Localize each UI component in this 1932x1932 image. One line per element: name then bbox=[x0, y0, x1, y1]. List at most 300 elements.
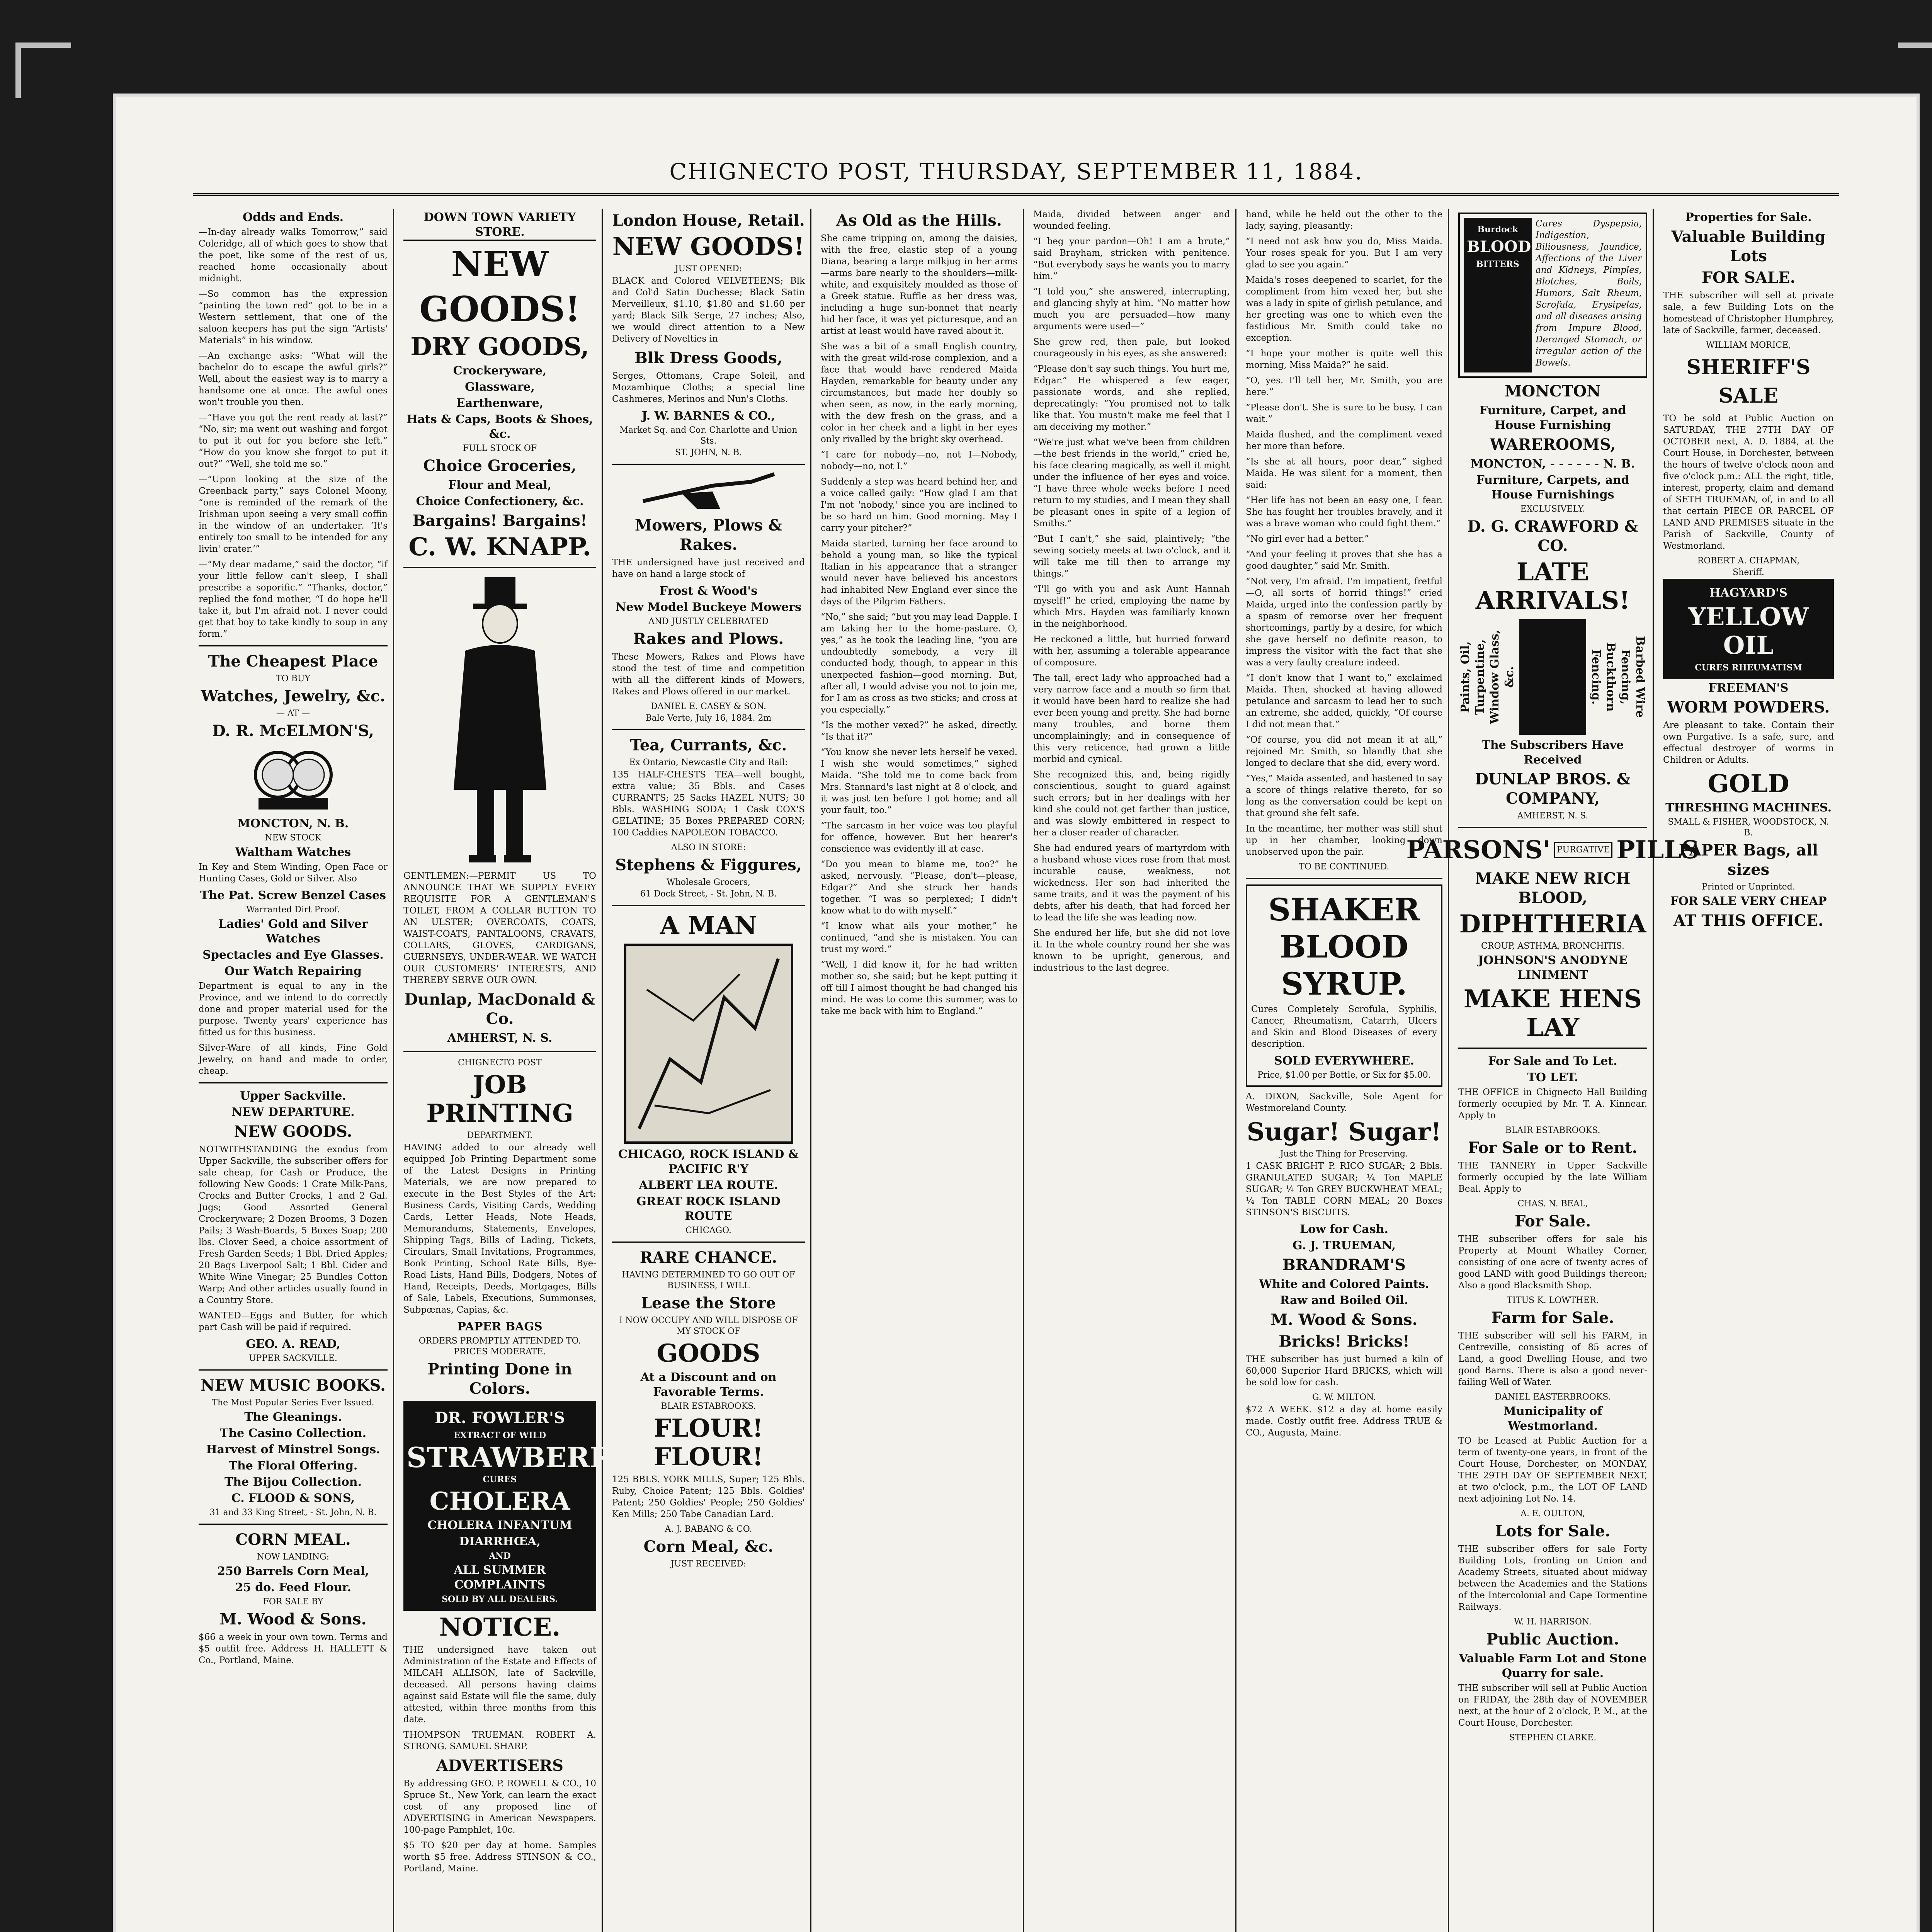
story-paragraph: Maida started, turning her face around to behold a young man, so like the typical Italian in his appearance that a stranger would never have believed his ancestors had inhabited New England ever since the days of the Pilgrim Fathers. bbox=[821, 539, 1017, 607]
casey: DANIEL E. CASEY & SON. bbox=[650, 702, 767, 711]
lots-text: THE subscriber will sell at private sale, a few Building Lots on the homestead of Christopher Humphrey, late of Sackville, farmer, deceased. bbox=[1663, 291, 1834, 335]
true-ad: $72 A WEEK. $12 a day at home easily made. Costly outfit free. Address TRUE & CO., Augusta, Maine. bbox=[1246, 1405, 1442, 1438]
odds-item: —“Upon looking at the size of the Greenback party,” says Colonel Moony, “one is reminded of the remark of the Irishman upon seeing a very small coffin in the window of an undertaker. ‘It's entirely too small to be intended for any livin' crater.’” bbox=[199, 474, 388, 554]
diphtheria: DIPHTHERIA bbox=[1459, 910, 1646, 939]
watch-ad-title: The Cheapest Place bbox=[208, 652, 378, 670]
music-book: The Bijou Collection. bbox=[224, 1475, 362, 1489]
farm-text: THE subscriber will sell his FARM, in Centreville, consisting of 85 acres of Land, a good Dwelling House, and two good Barns. There is also a good never-failing Well of Water. bbox=[1458, 1331, 1647, 1387]
story-paragraph: “Her life has not been an easy one, I fear. She has fought her troubles bravely, and it was a brave woman who could fight them.” bbox=[1246, 495, 1442, 529]
in-store: ALSO IN STORE: bbox=[671, 843, 746, 852]
printing-colors: Printing Done in Colors. bbox=[427, 1360, 572, 1398]
fowler-ad bbox=[403, 1401, 632, 1611]
story-paragraph: “Do you mean to blame me, too?” he asked, nervously. “Please, don't—please, Edgar?” And she struck her hands together. “I was so perplexed; I didn't know what to do with myself.” bbox=[821, 859, 1017, 916]
shaker-title-3: SYRUP. bbox=[1281, 966, 1407, 1002]
to-let-text: THE OFFICE in Chignecto Hall Building formerly occupied by Mr. T. A. Kinnear. Apply to bbox=[1458, 1087, 1647, 1121]
chapman: ROBERT A. CHAPMAN, bbox=[1697, 556, 1800, 566]
watch-ad-text: In Key and Stem Winding, Open Face or Hunting Cases, Gold or Silver. Also bbox=[199, 862, 388, 884]
for-sale: For Sale. bbox=[1514, 1212, 1591, 1230]
fowler-strawberry: STRAWBERRY bbox=[406, 1441, 632, 1474]
burdock-bitters: BITTERS bbox=[1476, 259, 1519, 269]
dunlap-name: Dunlap, MacDonald & Co. bbox=[404, 990, 595, 1028]
watch-ad-silver: Silver-Ware of all kinds, Fine Gold Jewelry, on hand and made to order, cheap. bbox=[199, 1043, 388, 1076]
music-book: The Gleanings. bbox=[244, 1410, 342, 1424]
advertisers-text: By addressing GEO. P. ROWELL & CO., 10 Spruce St., New York, can learn the exact cost of any proposed line of ADVERTISING in American Newspapers. 100-page Pamphlet, 10c. bbox=[403, 1779, 596, 1835]
wood-sons: M. Wood & Sons. bbox=[1270, 1311, 1418, 1329]
story-paragraph: She grew red, then pale, but looked courageously in his eyes, as she answered: bbox=[1033, 337, 1230, 359]
flour-meal: Flour and Meal, bbox=[448, 478, 551, 492]
cheap: FOR SALE VERY CHEAP bbox=[1670, 895, 1827, 908]
story-paragraph: Suddenly a step was heard behind her, and a voice called gaily: “How glad I am that I'm not 'nobody,' since you are inclined to be so hard on him. Good morning. May I carry your pitcher?” bbox=[821, 477, 1017, 533]
story-paragraph: “Well, I did know it, for he had written mother so, she said; but he kept putting it off till I almost thought he had changed his mind. He was to come this summer, was to take me back with him to England.” bbox=[821, 960, 1017, 1016]
cornmeal-for: FOR SALE BY bbox=[263, 1597, 323, 1607]
shaker-title-2: BLOOD bbox=[1280, 929, 1408, 965]
sheriff: Sheriff. bbox=[1733, 568, 1764, 577]
worm-text: Are pleasant to take. Contain their own Purgative. Is a safe, sure, and effectual destroyer of worms in Children or Adults. bbox=[1663, 720, 1834, 765]
variety-store: DOWN TOWN VARIETY STORE. bbox=[403, 210, 596, 241]
bricks: Bricks! Bricks! bbox=[1279, 1332, 1410, 1350]
stephens: Stephens & Figgures, bbox=[615, 856, 802, 874]
divider bbox=[199, 1369, 388, 1371]
gents-ad: GENTLEMEN:—PERMIT US TO ANNOUNCE THAT WE SUPPLY EVERY REQUISITE FOR A GENTLEMAN'S TOILET, FROM A COLLAR BUTTON TO AN ULSTER; OVERCOATS, COATS, WAIST-COATS, PANTALOONS, CRAVATS, COLLARS, GLOVES, CARDIGANS, GUERNSEYS, UNDER-WEAR. WE WATCH OUR CUSTOMERS' INTERESTS, AND THEREBY SERVE OUR OWN. bbox=[403, 871, 596, 985]
watch-ad-repair-text: Department is equal to any in the Province, and we intend to do correctly done and proper material used for the purpose. Twenty years' experience has fitted us for this business. bbox=[199, 981, 388, 1037]
blair: BLAIR ESTABROOKS. bbox=[661, 1401, 756, 1411]
just-opened: JUST OPENED: bbox=[675, 264, 742, 274]
croup: CROUP, ASTHMA, BRONCHITIS. bbox=[1481, 941, 1624, 951]
newspaper-sheet bbox=[116, 97, 1917, 1932]
story-paragraph: “O, yes. I'll tell her, Mr. Smith, you are here.” bbox=[1246, 376, 1442, 397]
for-sale-heading: For Sale and To Let. bbox=[1488, 1054, 1617, 1068]
properties: Properties for Sale. bbox=[1685, 211, 1812, 224]
fowler-infantum: CHOLERA INFANTUM bbox=[427, 1519, 572, 1532]
divider bbox=[612, 464, 805, 465]
shaker-title-1: SHAKER bbox=[1268, 891, 1420, 928]
story-paragraph: In the meantime, her mother was still shut up in her chamber, looking down unobserved upon the pair. bbox=[1246, 824, 1442, 857]
fowler-name: DR. FOWLER'S bbox=[435, 1409, 565, 1427]
mowers: Mowers, Plows & Rakes. bbox=[634, 516, 782, 554]
burdock-ad bbox=[1458, 213, 1647, 378]
divider bbox=[1458, 1048, 1647, 1049]
divider bbox=[199, 645, 388, 646]
brandram: BRANDRAM'S bbox=[1282, 1256, 1406, 1274]
goods: GOODS bbox=[656, 1339, 760, 1368]
frost: Frost & Wood's bbox=[659, 584, 758, 598]
lowther: TITUS K. LOWTHER. bbox=[1507, 1296, 1599, 1305]
divider bbox=[612, 729, 805, 730]
shaker-ad bbox=[1246, 884, 1442, 1087]
bargains: Bargains! Bargains! bbox=[412, 512, 587, 530]
column-5 bbox=[1028, 209, 1236, 1932]
furniture: Furniture, Carpet, and House Furnishing bbox=[1479, 404, 1626, 432]
burdock-name: Burdock bbox=[1477, 224, 1518, 235]
albert-lea: ALBERT LEA ROUTE. bbox=[639, 1179, 778, 1192]
stjohn: ST. JOHN, N. B. bbox=[675, 448, 742, 457]
new-banner: NEW bbox=[451, 244, 549, 285]
tea-title: Tea, Currants, &c. bbox=[630, 736, 787, 754]
auction-text: THE subscriber will sell at Public Auction on FRIDAY, the 28th day of NOVEMBER next, at the hour of 2 o'clock, P. M., at the Court House, Dorchester. bbox=[1458, 1683, 1647, 1728]
pills: PILLS bbox=[1616, 835, 1699, 864]
story-paragraph: Maida, divided between anger and wounded feeling. bbox=[1033, 209, 1230, 231]
divider bbox=[1458, 827, 1647, 828]
new-blood: MAKE NEW RICH BLOOD, bbox=[1475, 869, 1631, 907]
story-paragraph: “The sarcasm in her voice was too playful for offence, however. But her hearer's conscience was evidently ill at ease. bbox=[821, 821, 1017, 854]
freeman: FREEMAN'S bbox=[1708, 681, 1789, 695]
a-man: A MAN bbox=[660, 911, 757, 940]
story-paragraph: hand, while he held out the other to the lady, saying, pleasantly: bbox=[1246, 209, 1442, 231]
read-ad-name: GEO. A. READ, bbox=[246, 1337, 340, 1351]
hagyard-ad bbox=[1663, 579, 1834, 679]
fowler-extract: EXTRACT OF WILD bbox=[453, 1430, 546, 1440]
railway-map-icon bbox=[624, 943, 794, 1144]
harrison: W. H. HARRISON. bbox=[1514, 1617, 1592, 1627]
music-book: The Casino Collection. bbox=[219, 1427, 367, 1440]
lease: Lease the Store bbox=[641, 1294, 776, 1312]
johnson: JOHNSON'S ANODYNE LINIMENT bbox=[1478, 954, 1628, 982]
odds-item: —In-day already walks Tomorrow,” said Coleridge, all of which goes to show that the poet, like some of the rest of us, reached home occasionally about midnight. bbox=[199, 227, 388, 284]
crawford: D. G. CRAWFORD & CO. bbox=[1467, 517, 1638, 555]
odds-item: —So common has the expression “painting the town red” got to be in a Western settlement, that one of the saloon keepers has put the sign “Artists' Materials” in his window. bbox=[199, 289, 388, 345]
furniture-2: Furniture, Carpets, and House Furnishings bbox=[1476, 473, 1629, 502]
tea-text: 135 HALF-CHESTS TEA—well bought, extra value; 35 Bbls. and Cases CURRANTS; 25 Sacks HAZEL NUTS; 30 Bbls. WASHING SODA; 1 Cask COX'S GELATINE; 35 Boxes PREPARED CORN; 100 Caddies NAPOLEON TOBACCO. bbox=[612, 770, 805, 838]
newspaper-page bbox=[193, 158, 1839, 1932]
oil: Raw and Boiled Oil. bbox=[1280, 1294, 1408, 1307]
story-paragraph: “I'll go with you and ask Aunt Hannah myself!” he cried, employing the name by which Mrs. Hayden was familiarly known in the neighborhood. bbox=[1033, 584, 1230, 629]
divider bbox=[612, 905, 805, 906]
read-ad-text: NOTWITHSTANDING the exodus from Upper Sackville, the subscriber offers for sale cheap, for Cash or Produce, the following New Goods: 1 Crate Milk-Pans, Crocks and Butter Crocks, 1 and 2 Gal. Jugs; Good Assorted General Crockeryware; 2 Dozen Brooms, 3 Dozen Pails; 3 Wash-Boards, 5 Boxes Soap; 200 lbs. Clover Seed, a choice assortment of Fresh Garden Seeds; 1 Bbl. Dried Apples; 20 Bags Liverpool Salt; 1 Bbl. Cider and White Wine Vinegar; 25 Bundles Cotton Warp; And other articles usually found in a Country Store. bbox=[199, 1145, 388, 1305]
columns bbox=[193, 209, 1839, 1932]
moncton: MONCTON bbox=[1505, 382, 1601, 400]
flour-text: 125 BBLS. YORK MILLS, Super; 125 Bbls. Ruby, Choice Patent; 125 Bbls. Goldies' Patent; 250 Goldies' People; 250 Goldies' Ken Mills; 250 Tabe Canadian Lard. bbox=[612, 1475, 805, 1519]
hagyard-name: HAGYARD'S bbox=[1709, 586, 1787, 600]
fowler-diarrhoea: DIARRHŒA, bbox=[459, 1535, 541, 1548]
read-ad-wanted: WANTED—Eggs and Butter, for which part Cash will be paid if required. bbox=[199, 1311, 388, 1332]
story-paragraph: “I beg your pardon—Oh! I am a brute,” said Brayham, stricken with penitence. “But everybody says he wants you to marry him.” bbox=[1033, 236, 1230, 281]
gentleman-illustration-icon bbox=[430, 573, 570, 867]
dunlap-place: AMHERST, N. S. bbox=[1517, 811, 1588, 821]
divider bbox=[403, 567, 596, 568]
late-arrivals-block bbox=[1458, 617, 1647, 736]
story-paragraph: “But I can't,” she said, plaintively; “the sewing society meets at two o'clock, and it will take me till then to arrange my things.” bbox=[1033, 534, 1230, 579]
odds-heading: Odds and Ends. bbox=[242, 211, 344, 224]
mowers-text: THE undersigned have just received and have on hand a large stock of bbox=[612, 558, 805, 579]
clarke: STEPHEN CLARKE. bbox=[1509, 1733, 1597, 1743]
cornmeal: Corn Meal, &c. bbox=[643, 1537, 774, 1556]
story-title: As Old as the Hills. bbox=[836, 211, 1002, 230]
subscribers-received: The Subscribers Have Received bbox=[1481, 738, 1624, 767]
confectionery: Choice Confectionery, &c. bbox=[416, 495, 584, 508]
cornmeal-name: M. Wood & Sons. bbox=[219, 1610, 367, 1628]
story-paragraph: “I hope your mother is quite well this morning, Miss Maida?” he said. bbox=[1246, 349, 1442, 370]
new-goods: NEW GOODS! bbox=[612, 232, 805, 261]
to-be-continued: TO BE CONTINUED. bbox=[1299, 862, 1389, 872]
exclusively: EXCLUSIVELY. bbox=[1520, 504, 1585, 514]
story-paragraph: “Please don't. She is sure to be busy. I can wait.” bbox=[1246, 403, 1442, 424]
divider bbox=[199, 1524, 388, 1525]
odds-item: —“Have you got the rent ready at last?” “No, sir; ma went out washing and forgot to put it out for you before she left.” “How do you know she forgot to put it out?” “Well, she told me so.” bbox=[199, 413, 388, 469]
municipality: Municipality of Westmorland. bbox=[1503, 1405, 1602, 1433]
divider bbox=[1246, 878, 1442, 879]
column-6 bbox=[1240, 209, 1449, 1932]
lots-text: THE subscriber offers for sale Forty Building Lots, fronting on Union and Academy Streets, situated about midway between the Academies and the Stations of the Intercolonial and Cape Tormentine Railways. bbox=[1458, 1544, 1647, 1612]
music-book: Harvest of Minstrel Songs. bbox=[206, 1443, 380, 1456]
watch-ad-waltham: Waltham Watches bbox=[235, 845, 351, 859]
story-paragraph: She had endured years of martyrdom with a husband whose vices rose from that most incurable cause, weakness, not wickedness. Her son had inherited the same traits, and it was the payment of his debts, after his death, that had forced her to lead the life she was leading now. bbox=[1033, 843, 1230, 923]
knapp: C. W. KNAPP. bbox=[408, 532, 591, 561]
buckeye: New Model Buckeye Mowers bbox=[616, 600, 801, 614]
rare-chance: RARE CHANCE. bbox=[639, 1248, 777, 1267]
dixon: A. DIXON, Sackville, Sole Agent for Westmoreland County. bbox=[1246, 1092, 1442, 1113]
dunlap-place: AMHERST, N. S. bbox=[447, 1031, 553, 1045]
watch-ad-town: MONCTON, N. B. bbox=[237, 817, 349, 830]
column-7 bbox=[1406, 209, 1699, 1932]
groceries: Choice Groceries, bbox=[423, 457, 577, 475]
building-lots: Valuable Building Lots bbox=[1671, 228, 1826, 265]
plow-illustration-icon bbox=[635, 470, 782, 513]
post-name: CHIGNECTO POST bbox=[458, 1058, 542, 1068]
music-book: The Floral Offering. bbox=[228, 1459, 358, 1473]
job-text: HAVING added to our already well equipped Job Printing Department some of the Latest Designs in Printing Materials, we are now prepared to execute in the Best Styles of the Art: Business Cards, Visiting Cards, Wedding Cards, Letter Heads, Note Heads, Memorandums, Statements, Envelopes, Shipping Tags, Bills of Lading, Tickets, Circulars, Small Invitations, Programmes, Book Printing, School Rate Bills, Bye-Road Lists, Hand Bills, Dodgers, Notes of Hand, Receipts, Deeds, Mortgages, Bills of Sale, Labels, Executions, Summonses, Subpœnas, Capias, &c. bbox=[403, 1143, 596, 1315]
sugar: Sugar! Sugar! bbox=[1247, 1117, 1442, 1146]
watch-ad-ladies: Ladies' Gold and Silver Watches bbox=[218, 917, 368, 946]
easterbrooks: DANIEL EASTERBROOKS. bbox=[1495, 1392, 1611, 1402]
story-paragraph: The tall, erect lady who approached had a very narrow face and a mouth so firm that it would have been hard to realize she had ever been young and pretty. She had borne many troubles, and borne them uncomplainingly; and in consequence of this very reticence, had grown a little morbid and cynical. bbox=[1033, 673, 1230, 764]
divider bbox=[199, 1082, 388, 1083]
fowler-dealers: SOLD BY ALL DEALERS. bbox=[442, 1594, 558, 1604]
cornmeal-line: 250 Barrels Corn Meal, bbox=[217, 1565, 369, 1578]
sugar-text: 1 CASK BRIGHT P. RICO SUGAR; 2 Bbls. GRANULATED SUGAR; ¼ Ton MAPLE SUGAR; ¼ Ton GREY BUCKWHEAT MEAL; ¼ Ton TABLE CORN MEAL; 20 Boxes STINSON'S BISCUITS. bbox=[1246, 1161, 1442, 1218]
column-4 bbox=[815, 209, 1024, 1932]
watch-ad-at: — AT — bbox=[276, 709, 310, 718]
threshing: THRESHING MACHINES. bbox=[1665, 801, 1832, 815]
column-1 bbox=[193, 209, 394, 1932]
trueman: G. J. TRUEMAN, bbox=[1293, 1239, 1396, 1252]
for-sale: FOR SALE. bbox=[1701, 269, 1796, 287]
dock-st: 61 Dock Street, - St. John, N. B. bbox=[640, 889, 777, 899]
babang: A. J. BABANG & CO. bbox=[665, 1524, 752, 1534]
celebrated: AND JUSTLY CELEBRATED bbox=[648, 617, 769, 626]
divider bbox=[403, 1051, 596, 1052]
wholesale: Wholesale Grocers, bbox=[666, 878, 750, 887]
dress-goods: Blk Dress Goods, bbox=[634, 349, 782, 367]
paper-bags: PAPER BAGS bbox=[457, 1320, 543, 1333]
hallett-ad: $66 a week in your own town. Terms and $5 outfit free. Address H. HALLETT & Co., Portland, Maine. bbox=[199, 1632, 388, 1665]
odds-item: —An exchange asks: “What will the bachelor do to escape the awful girls?” Well, about the easiest way is to marry a handsome one at once. The awful ones won't trouble you then. bbox=[199, 351, 388, 407]
bricks-text: THE subscriber has just burned a kiln of 60,000 Superior Hard BRICKS, which will be sold low for cash. bbox=[1246, 1354, 1442, 1388]
story-paragraph: “Of course, you did not mean it at all,” rejoined Mr. Smith, so blandly that she longed to declare that she did, every word. bbox=[1246, 735, 1442, 768]
rakes-plows: Rakes and Plows. bbox=[633, 630, 784, 648]
municipality-text: TO be Leased at Public Auction for a term of twenty-one years, in front of the Court House, Dorchester, on MONDAY, THE 29TH DAY OF SEPTEMBER NEXT, at two o'clock, p.m., the LOT OF LAND next adjoining Lot No. 14. bbox=[1458, 1436, 1647, 1504]
tannery: THE TANNERY in Upper Sackville formerly occupied by the late William Beal. Apply to bbox=[1458, 1161, 1647, 1194]
story-paragraph: She recognized this, and, being rigidly conscientious, sought to guard against such errors; but in her dealings with her kind she could not get farther than justice, and was slowly embittered in respect to her a closer reader of character. bbox=[1033, 770, 1230, 838]
column-8 bbox=[1658, 209, 1839, 1932]
small-fisher: SMALL & FISHER, WOODSTOCK, N. B. bbox=[1668, 817, 1829, 838]
fowler-and: AND bbox=[489, 1551, 511, 1561]
divider bbox=[612, 1242, 805, 1243]
notice-title: NOTICE. bbox=[439, 1613, 561, 1642]
story-paragraph: “Is the mother vexed?” he asked, directly. “Is that it?” bbox=[821, 720, 1017, 742]
lots: Lots for Sale. bbox=[1495, 1522, 1611, 1540]
fowler-cures: CURES bbox=[483, 1475, 517, 1485]
job-printing: JOB PRINTING bbox=[426, 1070, 573, 1128]
story-paragraph: “Please don't say such things. You hurt me, Edgar.” He whispered a few eager, passionate words, and she replied, deprecatingly: “You promised not to talk like that. You mustn't make me feel that I am deceiving my mother.” bbox=[1033, 364, 1230, 432]
story-paragraph: “Not very, I'm afraid. I'm impatient, fretful—O, all sorts of horrid things!” cried Maida, urged into the confession partly by a spasm of remorse over her frequent shortcomings, partly by a desire, for which she gave herself no definite reason, to impress the visitor with the fact that she was a very faulty creature indeed. bbox=[1246, 577, 1442, 668]
cures-rheumatism: CURES RHEUMATISM bbox=[1695, 663, 1802, 673]
lease-text: I NOW OCCUPY AND WILL DISPOSE OF MY STOCK OF bbox=[619, 1316, 798, 1336]
moncton-place: MONCTON, - - - - - - N. B. bbox=[1470, 457, 1635, 471]
cornmeal-line: 25 do. Feed Flour. bbox=[235, 1581, 351, 1594]
worm-powders: WORM POWDERS. bbox=[1667, 698, 1830, 716]
shaker-sold: SOLD EVERYWHERE. bbox=[1274, 1054, 1414, 1068]
burdock-text: Cures Dyspepsia, Indigestion, Biliousness, Jaundice, Affections of the Liver and Kidneys, Pimples, Blotches, Boils, Humors, Salt Rheum, Scrofula, Erysipelas, and all diseases arising from Impure Blood, Deranged Stomach, or irregular action of the Bowels. bbox=[1536, 219, 1642, 368]
watch-ad-to-buy: TO BUY bbox=[276, 674, 310, 684]
stinson-ad: $5 TO $20 per day at home. Samples worth $5 free. Address STINSON & CO., Portland, Maine. bbox=[403, 1840, 596, 1874]
milton: G. W. MILTON. bbox=[1312, 1393, 1376, 1402]
watch-ad-repair: Our Watch Repairing bbox=[224, 964, 362, 978]
music-ad-name: C. FLOOD & SONS, bbox=[231, 1492, 355, 1505]
story-paragraph: “I told you,” she answered, interrupting, and glancing shyly at him. “No matter how much you are persuaded—how many arguments were used—” bbox=[1033, 287, 1230, 332]
favorable: At a Discount and on Favorable Terms. bbox=[640, 1371, 777, 1399]
london-house: London House, Retail. bbox=[612, 211, 805, 230]
great-route: GREAT ROCK ISLAND ROUTE bbox=[636, 1195, 781, 1223]
column-3 bbox=[607, 209, 811, 1932]
farm: Farm for Sale. bbox=[1491, 1309, 1614, 1327]
music-ad-sub: The Most Popular Series Ever Issued. bbox=[212, 1398, 374, 1408]
yellow-oil: YELLOW OIL bbox=[1688, 602, 1809, 660]
rare-text: HAVING DETERMINED TO GO OUT OF BUSINESS, I WILL bbox=[622, 1270, 795, 1291]
for-sale-text: THE subscriber offers for sale his Property at Mount Whatley Corner, consisting of one acre of twenty acres of good LAND with good Buildings thereon; Also a good Blacksmith Shop. bbox=[1458, 1234, 1647, 1291]
notice-sign: THOMPSON TRUEMAN. ROBERT A. STRONG. SAMUEL SHARP. bbox=[403, 1730, 596, 1752]
fowler-summer: ALL SUMMER COMPLAINTS bbox=[454, 1563, 546, 1592]
crockery: Crockeryware, bbox=[453, 364, 547, 378]
advertisers: ADVERTISERS bbox=[436, 1757, 564, 1775]
dunlap-bros: DUNLAP BROS. & COMPANY, bbox=[1475, 770, 1631, 808]
story-paragraph: “I need not ask how you do, Miss Maida. Your roses speak for you. But I am very glad to see you again.” bbox=[1246, 236, 1442, 270]
gold: GOLD bbox=[1708, 769, 1789, 798]
watch-ad-stock: NEW STOCK bbox=[265, 833, 321, 843]
morice: WILLIAM MORICE, bbox=[1706, 340, 1791, 350]
column-2 bbox=[398, 209, 632, 1932]
story-paragraph: “Is she at all hours, poor dear,” sighed Maida. He was silent for a moment, then said: bbox=[1246, 457, 1442, 490]
story-paragraph: She came tripping on, among the daisies, with the free, elastic step of a young Diana, bearing a large milkjug in her arms—arms bare nearly to the shoulders—milk-white, and exquisitely moulded as those of a Greek statue. Ruffle as her dress was, including a huge sun-bonnet that nearly hid her face, it was yet picturesque, and an artist at least would have raved about it. bbox=[821, 233, 1017, 336]
story-paragraph: She endured her life, but she did not love it. In the whole country round her she was known to be upright, generous, and industrious to the last degree. bbox=[1033, 928, 1230, 973]
story-paragraph: “I don't know that I want to,” exclaimed Maida. Then, shocked at having allowed petulance and sarcasm to lead her to such an extreme, she added, quickly, “Of course I did not mean that.” bbox=[1246, 673, 1442, 730]
glassware: Glassware, bbox=[465, 380, 535, 394]
watch-illustration-icon bbox=[235, 744, 351, 813]
read-ad-town: Upper Sackville. bbox=[240, 1089, 346, 1103]
purgative: PURGATIVE bbox=[1554, 842, 1612, 858]
late-arrivals-image bbox=[1519, 619, 1586, 735]
flour-title: FLOUR! FLOUR! bbox=[653, 1414, 764, 1471]
this-office: AT THIS OFFICE. bbox=[1673, 912, 1824, 930]
for-sale-rent: For Sale or to Rent. bbox=[1468, 1139, 1638, 1157]
story-paragraph: Maida's roses deepened to scarlet, for the compliment from him vexed her, but she was a lady in spite of girlish petulance, and her greeting was one to which even the fastidious Mr. Smith could take no exception. bbox=[1246, 275, 1442, 343]
late-arrivals: LATE ARRIVALS! bbox=[1475, 558, 1630, 615]
read-ad-sub: NEW GOODS. bbox=[234, 1122, 352, 1141]
watch-ad-warranted: Warranted Dirt Proof. bbox=[246, 905, 340, 915]
london-text-2: Serges, Ottomans, Crape Soleil, and Mozambique Cloths; a special line Cashmeres, Merinos and Nun's Cloths. bbox=[612, 371, 805, 404]
parsons: PARSONS' bbox=[1406, 835, 1551, 864]
masthead: CHIGNECTO POST, THURSDAY, SEPTEMBER 11, 1884. bbox=[193, 158, 1839, 196]
blair: BLAIR ESTABROOKS. bbox=[1505, 1126, 1600, 1135]
oulton: A. E. OULTON, bbox=[1520, 1509, 1585, 1519]
story-paragraph: “No girl ever had a better.” bbox=[1246, 534, 1369, 544]
shaker-price: Price, $1.00 per Bottle, or Six for $5.00. bbox=[1257, 1070, 1431, 1080]
story-paragraph: “I know what ails your mother,” he continued, “and she is mistaken. You can trust my word.” bbox=[821, 921, 1017, 954]
ex-ontario: Ex Ontario, Newcastle City and Rail: bbox=[629, 758, 788, 767]
auction: Public Auction. bbox=[1486, 1630, 1619, 1648]
printed: Printed or Unprinted. bbox=[1702, 882, 1795, 892]
paper-bags: PAPER Bags, all sizes bbox=[1679, 841, 1818, 879]
rock-island: CHICAGO, ROCK ISLAND & PACIFIC R'Y bbox=[618, 1148, 799, 1176]
auction-sub: Valuable Farm Lot and Stone Quarry for sale. bbox=[1459, 1652, 1647, 1680]
story-paragraph: She was a bit of a small English country, with the great wild-rose complexion, and a face that would have rendered Maida Hayden, remarkable for beauty under any circumstances, but made her doubly so when seen, as now, in the early morning, with the dew fresh on the grass, and a color in her cheek and a light in her eyes only rivalled by the bright sky overhead. bbox=[821, 342, 1017, 444]
barnes: J. W. BARNES & CO., bbox=[641, 409, 776, 423]
baie: Bale Verte, July 16, 1884. 2m bbox=[645, 713, 772, 723]
story-paragraph: “You know she never lets herself be vexed. I wish she would sometimes,” sighed Maida. “She told me to come back from Mrs. Stannard's last night at 8 o'clock, and it was just ten before I got home; and all your fault, too.” bbox=[821, 747, 1017, 815]
paints: White and Colored Paints. bbox=[1259, 1277, 1429, 1291]
burdock-logo bbox=[1464, 218, 1532, 372]
warerooms: WAREROOMS, bbox=[1490, 435, 1616, 454]
burdock-blood: BLOOD bbox=[1467, 238, 1531, 256]
crop-mark-top-right bbox=[1898, 43, 1932, 98]
shaker-text: Cures Completely Scrofula, Syphilis, Cancer, Rheumatism, Catarrh, Ulcers and Skin and Blood Diseases of every description. bbox=[1251, 1004, 1437, 1049]
london-text: BLACK and Colored VELVETEENS; Blk and Col'd Satin Duchesse; Black Satin Merveilleux, $1.10, $1.80 and $1.60 per yard; Black Silk Serge, 27 inches; Also, we would direct attention to a New Delivery of Novelties in bbox=[612, 276, 805, 344]
watch-ad-spectacles: Spectacles and Eye Glasses. bbox=[202, 948, 384, 962]
crop-mark-top-left bbox=[15, 43, 71, 98]
notice-text: THE undersigned have taken out Administration of the Estate and Effects of MILCAH ALLISON, late of Sackville, deceased. All persons having claims against said Estate will file the same, duly attested, within three months from this date. bbox=[403, 1645, 596, 1725]
story-paragraph: “Yes,” Maida assented, and hastened to say a score of things relative thereto, for so long as the conversation could be kept on that ground she felt safe. bbox=[1246, 774, 1442, 818]
beal: CHAS. N. BEAL, bbox=[1517, 1199, 1588, 1209]
parsons-banner bbox=[1406, 833, 1699, 867]
hens: MAKE HENS LAY bbox=[1463, 985, 1642, 1042]
story-paragraph: Maida flushed, and the compliment vexed her more than before. bbox=[1246, 430, 1442, 451]
earthenware: Earthenware, bbox=[456, 396, 544, 410]
watch-ad-cases: The Pat. Screw Benzel Cases bbox=[200, 889, 386, 902]
odds-item: —“My dear madame,” said the doctor, “if your little fellow can't sleep, I shall prescribe a soporific.” “Thanks, doctor,” replied the fond mother, “I do hope he'll take it, but I'm afraid not. I never could get that boy to take kindly to soup in any form.” bbox=[199, 560, 388, 639]
story-paragraph: “No,” she said; “but you may lead Dapple. I am taking her to the home-pasture. O, yes,” as he took the leading line, “you are undoubtedly somebody, a very ill conducted body, though, to appear in this unexpected fashion—good morning. But, after all, I would advise you not to join me, for I am as cross as two sticks; and cross at you especially.” bbox=[821, 612, 1017, 715]
watch-ad-name: D. R. McELMON'S, bbox=[212, 722, 374, 740]
read-ad-title: NEW DEPARTURE. bbox=[231, 1105, 355, 1119]
story-paragraph: He reckoned a little, but hurried forward with her, assuming a tolerable appearance of composure. bbox=[1033, 634, 1230, 668]
fowler-cholera: CHOLERA bbox=[429, 1487, 570, 1516]
side-label-fencing: Barbed Wire Fencing, Buckthorn Fencing. bbox=[1589, 636, 1647, 718]
story-paragraph: “I care for nobody—no, not I—Nobody, nobody—no, not I.” bbox=[821, 450, 1017, 471]
full-stock: FULL STOCK OF bbox=[463, 444, 537, 453]
orders: ORDERS PROMPTLY ATTENDED TO. PRICES MODERATE. bbox=[418, 1336, 581, 1357]
received: JUST RECEIVED: bbox=[670, 1559, 747, 1569]
side-label-paints: Paints, Oil, Turpentine, Window Glass, &c. bbox=[1459, 629, 1516, 724]
music-ad-title: NEW MUSIC BOOKS. bbox=[201, 1376, 386, 1395]
music-ad-addr: 31 and 33 King Street, - St. John, N. B. bbox=[209, 1508, 377, 1517]
mowers-text-2: These Mowers, Rakes and Plows have stood the test of time and competition with all the different kinds of Mowers, Rakes and Plows offered in our market. bbox=[612, 652, 805, 697]
hats: Hats & Caps, Boots & Shoes, &c. bbox=[406, 413, 593, 441]
cornmeal-title: CORN MEAL. bbox=[235, 1531, 351, 1549]
goods-banner: GOODS! bbox=[419, 289, 580, 330]
chicago: CHICAGO. bbox=[685, 1226, 731, 1235]
cornmeal-now: NOW LANDING: bbox=[257, 1552, 330, 1562]
job-dept: DEPARTMENT. bbox=[467, 1131, 533, 1140]
story-paragraph: “And your feeling it proves that she has a good daughter,” said Mr. Smith. bbox=[1246, 549, 1442, 571]
read-ad-place: UPPER SACKVILLE. bbox=[249, 1354, 337, 1363]
low-cash: Low for Cash. bbox=[1300, 1223, 1388, 1236]
sugar-sub: Just the Thing for Preserving. bbox=[1280, 1149, 1408, 1159]
sheriff-sale: SHERIFF'S SALE bbox=[1686, 355, 1811, 408]
story-paragraph: “We're just what we've been from children—the best friends in the world,” cried he, his face clearing magically, as well it might under the influence of her eyes and voice. “I have three whole weeks before I need return to my studies, and I mean they shall be pleasant ones in spite of a legion of Smiths.” bbox=[1033, 437, 1230, 529]
market-sq: Market Sq. and Cor. Charlotte and Union Sts. bbox=[619, 425, 798, 446]
dry-goods: DRY GOODS, bbox=[410, 332, 589, 361]
watch-ad-items: Watches, Jewelry, &c. bbox=[201, 687, 386, 705]
to-let: TO LET. bbox=[1527, 1071, 1578, 1084]
sheriff-text: TO be sold at Public Auction on SATURDAY, THE 27TH DAY OF OCTOBER next, A. D. 1884, at the Court House, in Dorchester, between the hours of twelve o'clock noon and five o'clock p.m.: ALL the right, title, interest, property, claim and demand of SETH TRUEMAN, of, in and to all that certain PIECE OR PARCEL OF LAND AND PREMISES situate in the Parish of Sackville, County of Westmorland. bbox=[1663, 413, 1834, 551]
